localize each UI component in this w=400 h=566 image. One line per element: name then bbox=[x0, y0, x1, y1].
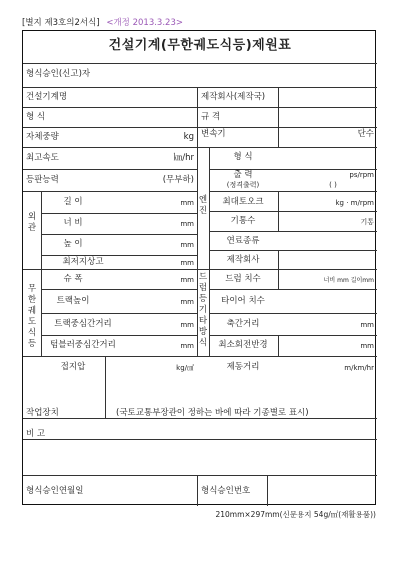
unit-cylinders: 기통 bbox=[360, 218, 374, 226]
group-drum: 드럼등기타방식 bbox=[198, 272, 208, 348]
unit-ground-clearance: mm bbox=[180, 259, 194, 267]
label-drum-size: 드럼 치수 bbox=[225, 274, 261, 284]
unit-shoe-width: mm bbox=[180, 276, 194, 284]
label-work-device: 작업장치 bbox=[26, 408, 59, 418]
label-shoe-width: 슈 폭 bbox=[63, 274, 83, 284]
label-approval-date: 형식승인연월일 bbox=[26, 486, 84, 496]
label-engine-model: 형 식 bbox=[233, 152, 253, 162]
unit-max-speed: ㎞/hr bbox=[173, 153, 194, 163]
label-weight: 자체중량 bbox=[26, 132, 59, 142]
unit-ground-pressure: kg/㎠ bbox=[176, 364, 194, 372]
label-track-height: 트랙높이 bbox=[56, 296, 90, 306]
paper-spec-footer: 210mm×297mm(신문용지 54g/㎡(재활용품)) bbox=[215, 510, 376, 519]
label-manufacturer: 제작회사(제작국) bbox=[201, 92, 266, 102]
label-engine-output: 출 력 bbox=[233, 170, 253, 180]
label-transmission: 변속기 bbox=[201, 129, 226, 139]
label-width: 너 비 bbox=[63, 218, 83, 228]
unit-track-height: mm bbox=[180, 298, 194, 306]
label-ground-pressure: 접지압 bbox=[60, 362, 86, 372]
label-engine-output-sub: (정격출력) bbox=[226, 181, 260, 189]
label-max-torque: 최대토오크 bbox=[222, 197, 264, 207]
group-crawler: 무한궤도식등 bbox=[27, 284, 37, 349]
unit-weight: kg bbox=[183, 132, 194, 142]
label-ground-clearance: 최저지상고 bbox=[62, 257, 104, 267]
form-title: 건설기계(무한궤도식등)제원표 bbox=[108, 38, 292, 53]
unit-max-torque: kg · m/rpm bbox=[335, 199, 374, 207]
unit-height: mm bbox=[180, 241, 194, 249]
label-axle-distance: 축간거리 bbox=[226, 319, 260, 329]
form-header bbox=[22, 16, 183, 28]
label-tumbler-center: 텀블러중심간거리 bbox=[50, 340, 116, 350]
label-cylinders: 기통수 bbox=[230, 216, 256, 226]
unit-transmission: 단수 bbox=[357, 129, 374, 139]
form-number: [별지 제3호의2서식] bbox=[22, 18, 100, 28]
group-engine: 엔진 bbox=[198, 195, 208, 216]
label-spec: 규 격 bbox=[201, 112, 221, 122]
unit-axle-distance: mm bbox=[360, 321, 374, 329]
unit-track-center: mm bbox=[180, 321, 194, 329]
label-remarks: 비 고 bbox=[26, 429, 46, 439]
engine-output-paren: ( ) bbox=[329, 181, 337, 189]
label-max-speed: 최고속도 bbox=[26, 153, 59, 163]
unit-braking-distance: m/km/hr bbox=[344, 364, 374, 372]
work-device-note: (국토교통부장관이 정하는 바에 따라 기종별로 표시) bbox=[116, 408, 309, 418]
label-turning-radius: 최소회전반경 bbox=[218, 340, 268, 350]
label-machine-name: 건설기계명 bbox=[26, 92, 68, 102]
label-model: 형 식 bbox=[26, 112, 46, 122]
label-engine-maker: 제작회사 bbox=[226, 255, 260, 265]
unit-tumbler-center: mm bbox=[180, 342, 194, 350]
revision-date: <개정 2013.3.23> bbox=[106, 18, 183, 28]
label-fuel-type: 연료종류 bbox=[226, 236, 260, 246]
label-approval-applicant: 형식승인(신고)자 bbox=[26, 69, 91, 79]
label-track-center: 트랙중심간거리 bbox=[54, 319, 112, 329]
spec-form bbox=[22, 30, 376, 505]
unit-drum-size: 너비 mm 길이mm bbox=[323, 277, 374, 284]
label-tire-size: 타이어 치수 bbox=[221, 296, 265, 306]
label-approval-number: 형식승인번호 bbox=[201, 486, 251, 496]
unit-length: mm bbox=[180, 199, 194, 207]
unit-climbing: (무부하) bbox=[162, 175, 194, 185]
group-exterior: 외관 bbox=[27, 212, 37, 233]
unit-width: mm bbox=[180, 220, 194, 228]
unit-turning-radius: mm bbox=[360, 342, 374, 350]
label-braking-distance: 제동거리 bbox=[226, 362, 260, 372]
label-length: 길 이 bbox=[63, 197, 83, 207]
label-height: 높 이 bbox=[63, 239, 83, 249]
label-climbing: 등판능력 bbox=[26, 175, 59, 185]
unit-engine-output: ps/rpm bbox=[349, 171, 374, 179]
